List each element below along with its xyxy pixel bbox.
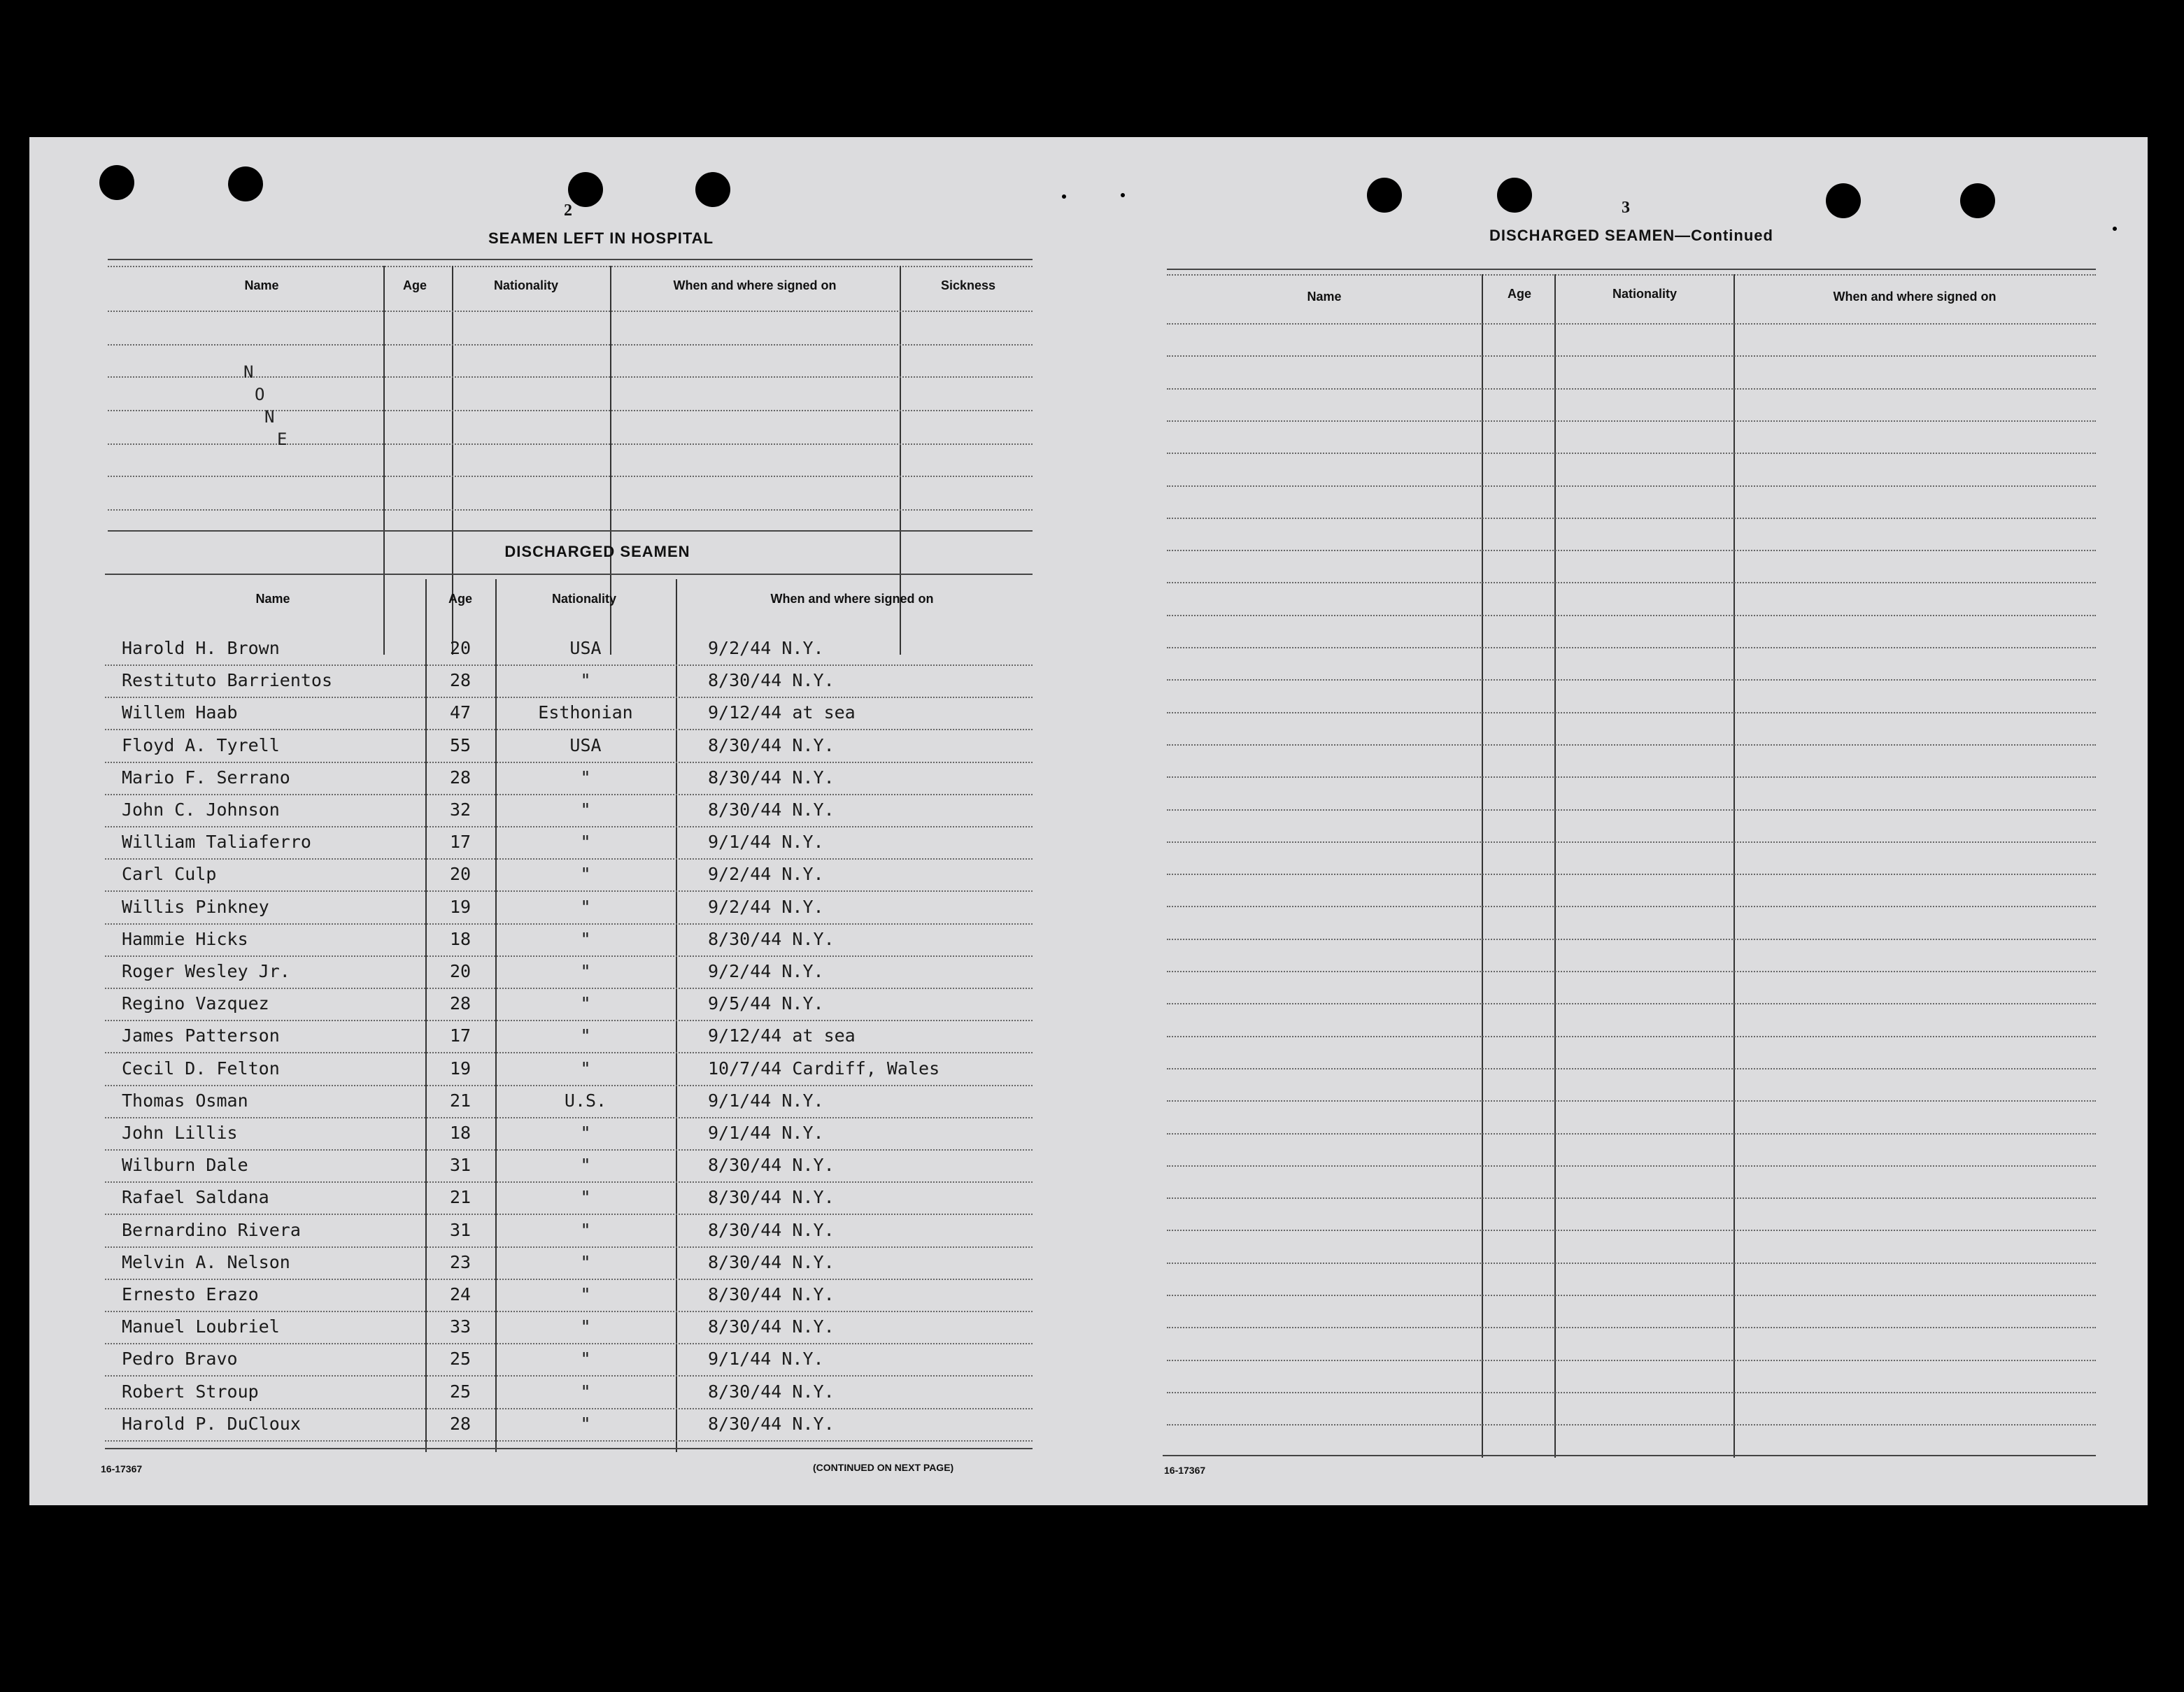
seaman-name: Bernardino Rivera [122, 1220, 301, 1240]
blank-row-rule [1167, 582, 2096, 583]
table-row-rule [105, 794, 1033, 795]
binder-hole [1960, 183, 1995, 218]
continued-col-name: Name [1307, 290, 1342, 304]
blank-row-rule [1167, 518, 2096, 519]
seaman-signed-on: 8/30/44 N.Y. [708, 1252, 835, 1272]
blank-row-rule [1167, 809, 2096, 811]
speck [2113, 227, 2117, 231]
rule [108, 443, 1033, 445]
seaman-nationality: " [580, 1187, 591, 1207]
seaman-nationality: " [580, 670, 591, 690]
blank-row-rule [1167, 485, 2096, 487]
seaman-name: Robert Stroup [122, 1381, 259, 1402]
seaman-name: Pedro Bravo [122, 1349, 238, 1369]
table-row-rule [105, 1408, 1033, 1409]
table-row-rule [105, 1214, 1033, 1215]
seaman-name: John C. Johnson [122, 799, 280, 820]
blank-row-rule [1167, 1003, 2096, 1004]
blank-row-rule [1167, 1424, 2096, 1426]
seaman-age: 25 [449, 1381, 471, 1402]
rule [676, 579, 677, 1452]
blank-row-rule [1167, 1068, 2096, 1069]
seaman-signed-on: 9/5/44 N.Y. [708, 993, 824, 1014]
seaman-name: Roger Wesley Jr. [122, 961, 290, 981]
seaman-age: 17 [449, 1025, 471, 1046]
rule [108, 311, 1033, 312]
continued-note: (CONTINUED ON NEXT PAGE) [813, 1462, 954, 1473]
seaman-age: 47 [449, 702, 471, 723]
table-row-rule [105, 1085, 1033, 1086]
seaman-age: 28 [449, 670, 471, 690]
table-row-rule [105, 1052, 1033, 1053]
blank-row-rule [1167, 1360, 2096, 1361]
rule [108, 259, 1033, 260]
page-number-left: 2 [564, 201, 572, 220]
seaman-name: Regino Vazquez [122, 993, 269, 1014]
blank-row-rule [1167, 1133, 2096, 1135]
seaman-signed-on: 8/30/44 N.Y. [708, 1414, 835, 1434]
seaman-age: 18 [449, 929, 471, 949]
blank-row-rule [1167, 874, 2096, 875]
seaman-signed-on: 9/1/44 N.Y. [708, 1090, 824, 1111]
seaman-name: Rafael Saldana [122, 1187, 269, 1207]
rule [105, 1448, 1033, 1449]
seaman-signed-on: 8/30/44 N.Y. [708, 799, 835, 820]
blank-row-rule [1167, 420, 2096, 422]
seaman-nationality: " [580, 799, 591, 820]
binder-hole [99, 165, 134, 200]
seaman-name: Thomas Osman [122, 1090, 248, 1111]
seaman-nationality: " [580, 1220, 591, 1240]
blank-row-rule [1167, 1165, 2096, 1167]
seaman-signed-on: 8/30/44 N.Y. [708, 1381, 835, 1402]
seaman-name: Mario F. Serrano [122, 767, 290, 788]
table-row-rule [105, 697, 1033, 698]
hospital-col-signed-on: When and where signed on [673, 278, 837, 292]
continued-col-age: Age [1507, 287, 1531, 301]
table-row-rule [105, 988, 1033, 989]
rule [1167, 269, 2096, 270]
blank-row-rule [1167, 939, 2096, 940]
none-entry-letter: O [255, 385, 265, 404]
rule [108, 266, 1033, 267]
table-row-rule [105, 1375, 1033, 1377]
discharged-continued-title: DISCHARGED SEAMEN—Continued [1489, 227, 1773, 244]
discharged-col-nationality: Nationality [551, 592, 616, 606]
seaman-age: 28 [449, 767, 471, 788]
discharged-col-name: Name [255, 592, 290, 606]
seaman-signed-on: 10/7/44 Cardiff, Wales [708, 1058, 940, 1079]
table-row-rule [105, 1181, 1033, 1183]
page-number-right: 3 [1622, 199, 1630, 217]
none-entry-letter: N [243, 362, 254, 382]
document-spread [29, 137, 2148, 1505]
blank-row-rule [1167, 679, 2096, 681]
seaman-signed-on: 8/30/44 N.Y. [708, 1155, 835, 1175]
none-entry-letter: N [264, 407, 275, 427]
seaman-signed-on: 9/12/44 at sea [708, 702, 856, 723]
table-row-rule [105, 664, 1033, 666]
seaman-nationality: Esthonian [538, 702, 633, 723]
seaman-nationality: " [580, 1252, 591, 1272]
table-row-rule [105, 1117, 1033, 1118]
table-row-rule [105, 890, 1033, 892]
seaman-signed-on: 8/30/44 N.Y. [708, 1284, 835, 1304]
rule [1554, 274, 1556, 1458]
blank-row-rule [1167, 776, 2096, 778]
blank-row-rule [1167, 1100, 2096, 1102]
blank-row-rule [1167, 1295, 2096, 1296]
seaman-age: 21 [449, 1090, 471, 1111]
form-number-left: 16-17367 [101, 1463, 143, 1474]
seaman-signed-on: 9/2/44 N.Y. [708, 961, 824, 981]
seaman-signed-on: 8/30/44 N.Y. [708, 1316, 835, 1337]
seaman-nationality: " [580, 1414, 591, 1434]
binder-hole [1826, 183, 1861, 218]
table-row-rule [105, 1311, 1033, 1312]
seaman-age: 20 [449, 638, 471, 658]
table-row-rule [105, 1440, 1033, 1442]
hospital-title: SEAMEN LEFT IN HOSPITAL [488, 229, 714, 247]
blank-row-rule [1167, 615, 2096, 616]
seaman-name: Harold H. Brown [122, 638, 280, 658]
seaman-signed-on: 9/1/44 N.Y. [708, 1349, 824, 1369]
seaman-nationality: " [580, 767, 591, 788]
discharged-col-signed-on: When and where signed on [770, 592, 934, 606]
rule [108, 509, 1033, 511]
binder-hole [695, 172, 730, 207]
discharged-col-age: Age [448, 592, 472, 606]
form-number-right: 16-17367 [1164, 1465, 1206, 1476]
seaman-age: 28 [449, 993, 471, 1014]
seaman-name: James Patterson [122, 1025, 280, 1046]
table-row-rule [105, 762, 1033, 763]
rule [105, 574, 1033, 575]
discharged-title: DISCHARGED SEAMEN [504, 543, 690, 560]
seaman-nationality: " [580, 1284, 591, 1304]
seaman-age: 19 [449, 897, 471, 917]
seaman-age: 18 [449, 1123, 471, 1143]
seaman-signed-on: 9/2/44 N.Y. [708, 897, 824, 917]
rule [108, 410, 1033, 411]
seaman-signed-on: 9/2/44 N.Y. [708, 638, 824, 658]
blank-row-rule [1167, 323, 2096, 325]
blank-row-rule [1167, 1230, 2096, 1231]
rule [1167, 274, 2096, 276]
seaman-nationality: U.S. [564, 1090, 607, 1111]
seaman-name: Wilburn Dale [122, 1155, 248, 1175]
seaman-nationality: " [580, 961, 591, 981]
seaman-name: Harold P. DuCloux [122, 1414, 301, 1434]
continued-col-signed-on: When and where signed on [1833, 290, 1997, 304]
hospital-col-sickness: Sickness [940, 278, 996, 292]
seaman-name: Carl Culp [122, 864, 217, 884]
table-row-rule [105, 1149, 1033, 1151]
seaman-nationality: " [580, 1155, 591, 1175]
seaman-nationality: " [580, 1123, 591, 1143]
blank-row-rule [1167, 1392, 2096, 1393]
seaman-signed-on: 8/30/44 N.Y. [708, 1187, 835, 1207]
blank-row-rule [1167, 1263, 2096, 1264]
seaman-name: Floyd A. Tyrell [122, 735, 280, 755]
blank-row-rule [1167, 712, 2096, 713]
hospital-col-nationality: Nationality [493, 278, 558, 292]
seaman-nationality: " [580, 832, 591, 852]
continued-col-nationality: Nationality [1612, 287, 1677, 301]
seaman-name: Cecil D. Felton [122, 1058, 280, 1079]
blank-row-rule [1167, 1197, 2096, 1199]
blank-row-rule [1167, 1327, 2096, 1328]
blank-row-rule [1167, 355, 2096, 357]
rule [108, 530, 1033, 532]
seaman-nationality: " [580, 1349, 591, 1369]
seaman-age: 17 [449, 832, 471, 852]
seaman-name: Willem Haab [122, 702, 238, 723]
blank-row-rule [1167, 1036, 2096, 1037]
blank-row-rule [1167, 453, 2096, 454]
seaman-nationality: " [580, 993, 591, 1014]
seaman-age: 20 [449, 864, 471, 884]
seaman-age: 31 [449, 1220, 471, 1240]
binder-hole [568, 172, 603, 207]
seaman-age: 25 [449, 1349, 471, 1369]
seaman-age: 24 [449, 1284, 471, 1304]
binder-hole [228, 166, 263, 201]
seaman-signed-on: 9/2/44 N.Y. [708, 864, 824, 884]
seaman-name: Manuel Loubriel [122, 1316, 280, 1337]
table-row-rule [105, 1279, 1033, 1280]
seaman-name: Restituto Barrientos [122, 670, 333, 690]
seaman-name: John Lillis [122, 1123, 238, 1143]
table-row-rule [105, 729, 1033, 730]
table-row-rule [105, 1343, 1033, 1344]
blank-row-rule [1167, 744, 2096, 746]
seaman-age: 19 [449, 1058, 471, 1079]
seaman-name: Melvin A. Nelson [122, 1252, 290, 1272]
seaman-signed-on: 9/1/44 N.Y. [708, 832, 824, 852]
blank-row-rule [1167, 647, 2096, 648]
seaman-age: 33 [449, 1316, 471, 1337]
seaman-signed-on: 8/30/44 N.Y. [708, 929, 835, 949]
seaman-signed-on: 8/30/44 N.Y. [708, 735, 835, 755]
table-row-rule [105, 826, 1033, 827]
seaman-age: 28 [449, 1414, 471, 1434]
binder-hole [1497, 178, 1532, 213]
blank-row-rule [1167, 550, 2096, 551]
seaman-nationality: " [580, 1316, 591, 1337]
rule [108, 344, 1033, 346]
speck [1062, 194, 1066, 199]
speck [1121, 193, 1125, 197]
blank-row-rule [1167, 906, 2096, 907]
seaman-age: 23 [449, 1252, 471, 1272]
table-row-rule [105, 1020, 1033, 1021]
binder-hole [1367, 178, 1402, 213]
hospital-col-name: Name [244, 278, 279, 292]
seaman-nationality: " [580, 864, 591, 884]
rule [1733, 274, 1735, 1458]
table-row-rule [105, 923, 1033, 925]
seaman-age: 21 [449, 1187, 471, 1207]
seaman-age: 20 [449, 961, 471, 981]
table-row-rule [105, 955, 1033, 957]
none-entry-letter: E [277, 429, 288, 449]
seaman-nationality: " [580, 929, 591, 949]
seaman-signed-on: 8/30/44 N.Y. [708, 1220, 835, 1240]
seaman-signed-on: 9/1/44 N.Y. [708, 1123, 824, 1143]
seaman-name: Willis Pinkney [122, 897, 269, 917]
rule [108, 476, 1033, 477]
seaman-name: Hammie Hicks [122, 929, 248, 949]
seaman-signed-on: 8/30/44 N.Y. [708, 767, 835, 788]
hospital-col-age: Age [402, 278, 427, 292]
seaman-signed-on: 8/30/44 N.Y. [708, 670, 835, 690]
seaman-nationality: " [580, 1381, 591, 1402]
seaman-nationality: " [580, 1058, 591, 1079]
blank-row-rule [1167, 971, 2096, 972]
seaman-age: 55 [449, 735, 471, 755]
seaman-signed-on: 9/12/44 at sea [708, 1025, 856, 1046]
rule [1482, 274, 1483, 1458]
seaman-nationality: " [580, 897, 591, 917]
seaman-name: Ernesto Erazo [122, 1284, 259, 1304]
blank-row-rule [1167, 841, 2096, 843]
seaman-age: 32 [449, 799, 471, 820]
blank-row-rule [1167, 388, 2096, 390]
table-row-rule [105, 858, 1033, 860]
seaman-nationality: " [580, 1025, 591, 1046]
rule [1163, 1455, 2096, 1456]
seaman-nationality: USA [569, 735, 602, 755]
seaman-age: 31 [449, 1155, 471, 1175]
seaman-name: William Taliaferro [122, 832, 311, 852]
table-row-rule [105, 1246, 1033, 1248]
seaman-nationality: USA [569, 638, 602, 658]
